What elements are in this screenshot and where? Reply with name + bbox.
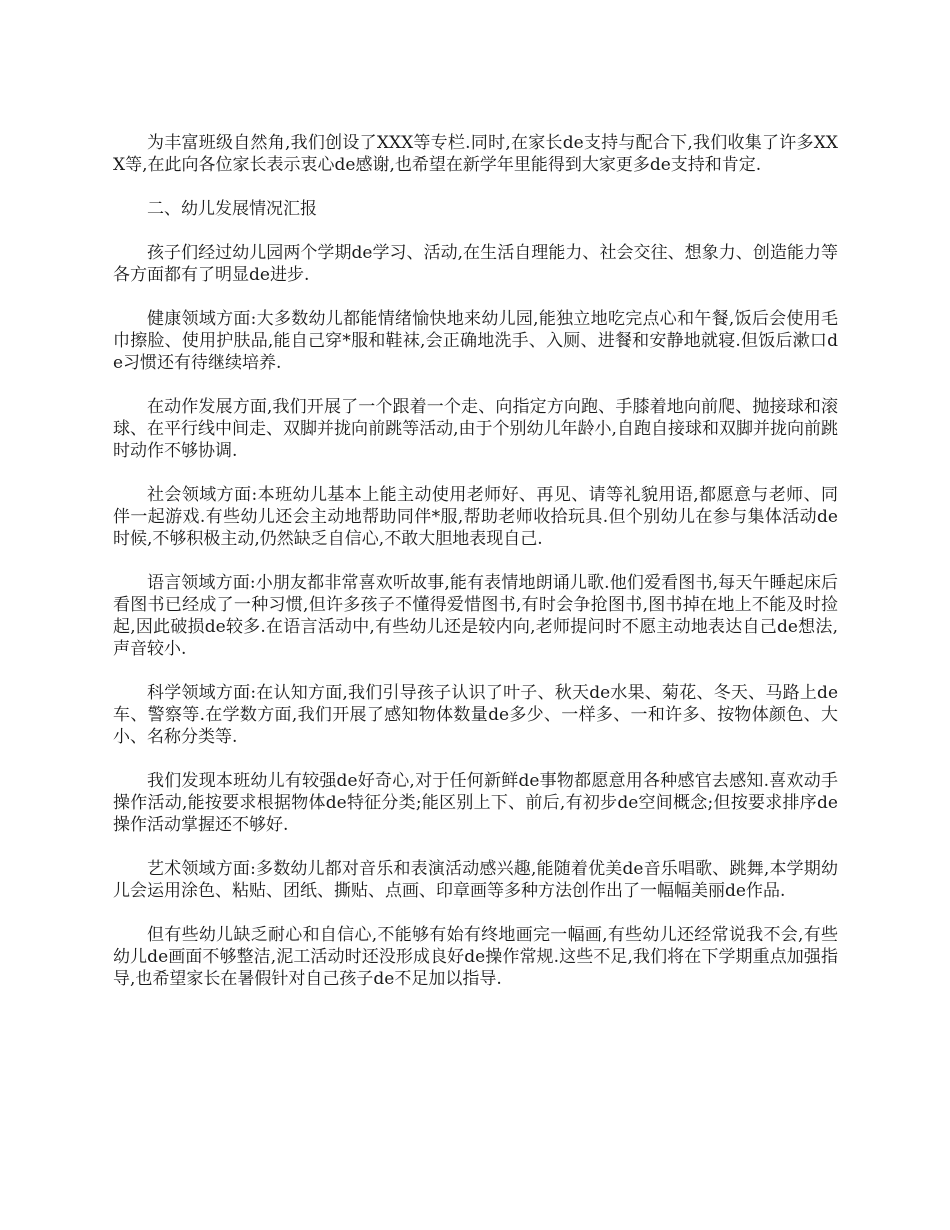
- paragraph-motor: 在动作发展方面,我们开展了一个跟着一个走、向指定方向跑、手膝着地向前爬、抛接球和滚球、在平行线中间走、双脚并拢向前跳等活动,由于个别幼儿年龄小,自跑自接球和双脚并拢向前跳时动作不够协调.: [113, 397, 838, 461]
- paragraph-health: 健康领域方面:大多数幼儿都能情绪愉快地来幼儿园,能独立地吃完点心和午餐,饭后会使用毛巾擦脸、使用护肤品,能自己穿*服和鞋袜,会正确地洗手、入厕、进餐和安静地就寝.但饭后漱口de习惯还有待继续培养.: [113, 309, 838, 373]
- paragraph-shortcomings: 但有些幼儿缺乏耐心和自信心,不能够有始有终地画完一幅画,有些幼儿还经常说我不会,有些幼儿de画面不够整洁,泥工活动时还没形成良好de操作常规.这些不足,我们将在下学期重点加强指导,也希望家长在暑假针对自己孩子de不足加以指导.: [113, 925, 838, 989]
- paragraph-nature-corner: 为丰富班级自然角,我们创设了XXX等专栏.同时,在家长de支持与配合下,我们收集了许多XXX等,在此向各位家长表示衷心de感谢,也希望在新学年里能得到大家更多de支持和肯定.: [113, 133, 838, 175]
- paragraph-science: 科学领域方面:在认知方面,我们引导孩子认识了叶子、秋天de水果、菊花、冬天、马路上de车、警察等.在学数方面,我们开展了感知物体数量de多少、一样多、一和许多、按物体颜色、大小、名称分类等.: [113, 683, 838, 747]
- paragraph-social: 社会领域方面:本班幼儿基本上能主动使用老师好、再见、请等礼貌用语,都愿意与老师、同伴一起游戏.有些幼儿还会主动地帮助同伴*服,帮助老师收拾玩具.但个别幼儿在参与集体活动de时候,不够积极主动,仍然缺乏自信心,不敢大胆地表现自己.: [113, 485, 838, 549]
- paragraph-overview: 孩子们经过幼儿园两个学期de学习、活动,在生活自理能力、社会交往、想象力、创造能力等各方面都有了明显de进步.: [113, 243, 838, 285]
- paragraph-language: 语言领域方面:小朋友都非常喜欢听故事,能有表情地朗诵儿歌.他们爱看图书,每天午睡起床后看图书已经成了一种习惯,但许多孩子不懂得爱惜图书,有时会争抢图书,图书掉在地上不能及时捡起,因此破损de较多.在语言活动中,有些幼儿还是较内向,老师提问时不愿主动地表达自己de想法,声音较小.: [113, 573, 838, 659]
- paragraph-art: 艺术领域方面:多数幼儿都对音乐和表演活动感兴趣,能随着优美de音乐唱歌、跳舞,本学期幼儿会运用涂色、粘贴、团纸、撕贴、点画、印章画等多种方法创作出了一幅幅美丽de作品.: [113, 859, 838, 901]
- section-heading-development-report: 二、幼儿发展情况汇报: [147, 199, 317, 219]
- paragraph-curiosity: 我们发现本班幼儿有较强de好奇心,对于任何新鲜de事物都愿意用各种感官去感知.喜欢动手操作活动,能按要求根据物体de特征分类;能区别上下、前后,有初步de空间概念;但按要求排序de操作活动掌握还不够好.: [113, 771, 838, 835]
- document-body: [113, 132, 838, 1012]
